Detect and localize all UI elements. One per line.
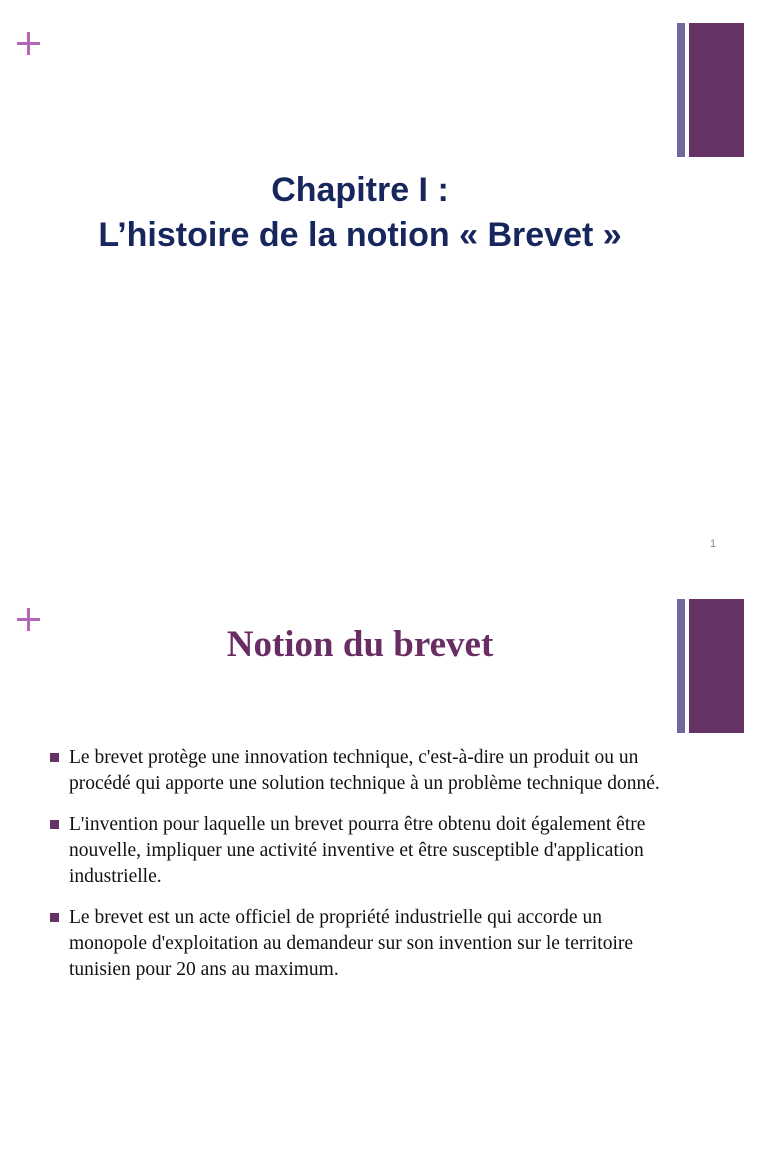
bullet-text: L'invention pour laquelle un brevet pourra être obtenu doit également être nouvelle, impliquer une activité inventive et être susceptible d'application industrielle. (69, 814, 646, 887)
square-bullet-icon (50, 913, 59, 922)
bullet-text: Le brevet est un acte officiel de propriété industrielle qui accorde un monopole d'exploitation au demandeur sur son invention sur le territoire tunisien pour 20 ans au maximum. (69, 907, 634, 980)
accent-bar-thick (689, 23, 744, 157)
slide-title-line-2: L’histoire de la notion « Brevet » (98, 216, 622, 254)
slide-title-line-1: Chapitre I : (271, 171, 449, 209)
bullet-text: Le brevet protège une innovation technique, c'est-à-dire un produit ou un procédé qui apporte une solution technique à un problème technique donné. (69, 747, 660, 794)
bullet-item (48, 812, 678, 890)
square-bullet-icon (50, 753, 59, 762)
slide-2 (0, 576, 768, 1152)
bullet-list (48, 745, 678, 998)
slide-number: 1 (710, 538, 717, 550)
bullet-item (48, 745, 678, 797)
plus-icon (17, 32, 41, 56)
slide-title: Notion du brevet (226, 624, 494, 665)
square-bullet-icon (50, 820, 59, 829)
accent-bar-thin (677, 23, 685, 157)
slide-title (0, 168, 720, 258)
bullet-item (48, 905, 678, 983)
